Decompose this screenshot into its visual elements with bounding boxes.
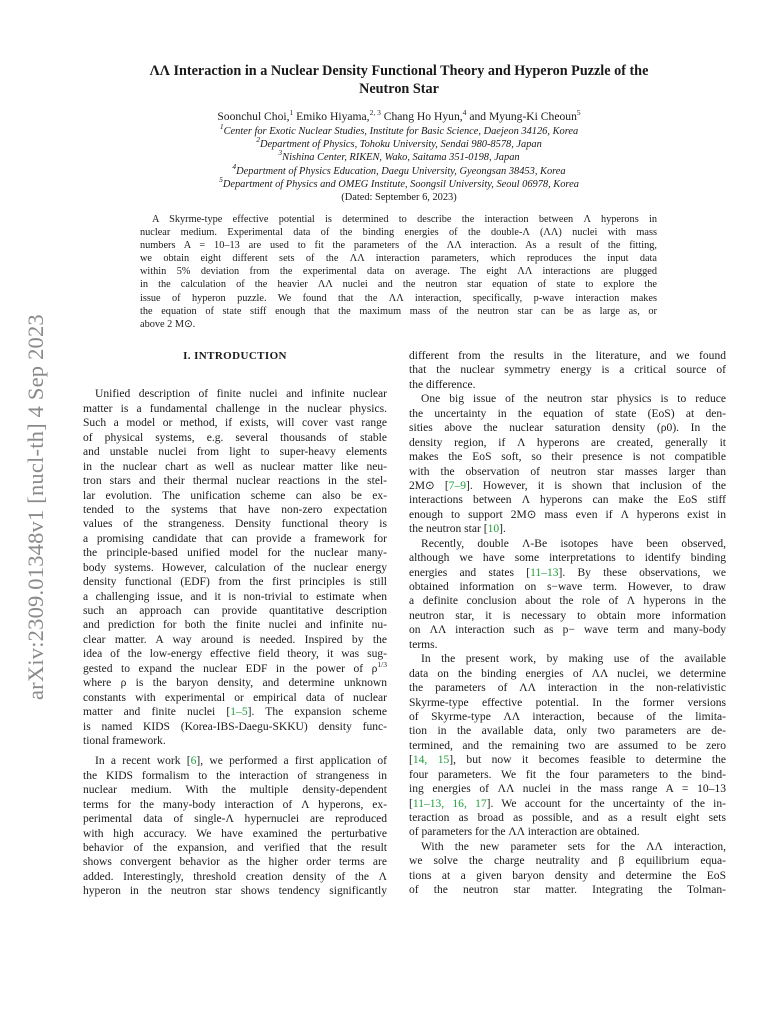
text-line: Such a model or method, if exists, will cover vast range bbox=[83, 417, 387, 430]
text-line: we obtain eight different sets of the ΛΛ interaction parameters, which reproduces the input data bbox=[140, 253, 657, 265]
text-line: that the nuclear symmetry energy is a critical source of bbox=[409, 364, 726, 377]
text-line: tions at a given baryon density and determine the EoS bbox=[409, 869, 726, 882]
text-line: of physical systems, e.g. several thousands of stable bbox=[83, 431, 387, 444]
text-line: tion in the available data, only two parameters are de- bbox=[409, 725, 726, 738]
text-line: the principle-based unified model for the nuclear many- bbox=[83, 547, 387, 560]
affiliation-list bbox=[70, 122, 728, 191]
text-line: nuclear medium. Experimental data of the binding energies of the double-Λ (ΛΛ) nuclei with mass bbox=[140, 227, 657, 239]
text-line: tended to the systems that have non-zero expectation bbox=[83, 503, 387, 516]
text-line: the KIDS formalism to the interaction of strangeness in bbox=[83, 769, 387, 782]
author: Soonchul Choi,$^1$ bbox=[217, 108, 294, 123]
text-line: issue of hyperon puzzle. We found that the ΛΛ interaction, specifically, p-wave interaction makes bbox=[140, 292, 657, 304]
affiliation: $^4$Department of Physics Education, Daegu University, Gyeongsan 38453, Korea bbox=[232, 161, 566, 177]
text-line: constants with experimental or empirical data of nuclear bbox=[83, 691, 387, 704]
affiliation: $^1$Center for Exotic Nuclear Studies, Institute for Basic Science, Daejeon 34126, Korea bbox=[219, 122, 579, 137]
paragraph bbox=[409, 652, 726, 840]
text-line: With the new parameter sets for the ΛΛ interaction, bbox=[421, 840, 726, 853]
text-line: the difference. bbox=[409, 378, 476, 391]
text-line: on ΛΛ interaction such as p− wave term and many-body bbox=[409, 624, 726, 637]
text-line: neutron star, it is necessary to obtain more information bbox=[409, 609, 726, 622]
text-line: the uncertainty in the equation of state (EoS) at den- bbox=[409, 407, 726, 420]
right-column bbox=[409, 349, 726, 898]
text-line: where ρ is the baryon density, and determine unknown bbox=[83, 677, 387, 690]
text-line: of parameters for the ΛΛ interaction are obtained. bbox=[409, 826, 640, 839]
text-line: shows convergent behavior as the higher order terms are bbox=[83, 856, 387, 869]
text-line: Recently, double Λ-Be isotopes have been observed, bbox=[421, 537, 726, 550]
text-line: a definite conclusion about the role of Λ hyperons in the bbox=[409, 595, 726, 608]
text-line: teraction as broad as possible, and as a result eight sets bbox=[409, 812, 726, 824]
text-line: and prediction for both the finite nuclei and infinite nu- bbox=[83, 619, 387, 632]
text-line: within 5% deviation from the experimental data on average. The eight ΛΛ interactions are plugged bbox=[140, 266, 657, 278]
text-line: lar evolution. The unification scheme can also be ex- bbox=[83, 489, 387, 502]
text-line: data on the binding energies of ΛΛ nuclei, we determine bbox=[409, 667, 726, 680]
text-line: density functional (EDF) from the first principles is still bbox=[83, 576, 387, 589]
text-line: interactions between Λ hyperons can make the EoS stiff bbox=[409, 494, 726, 507]
text-line: tional framework. bbox=[83, 734, 166, 747]
text-line: the equation of state stiff enough that the maximum mass of the neutron star can be as large as, or bbox=[140, 305, 657, 317]
affiliation: $^5$Department of Physics and OMEG Institute, Soongsil University, Seoul 06978, Korea bbox=[219, 174, 579, 190]
text-line: in the nuclear chart as well as nuclear matter like neu- bbox=[83, 460, 387, 473]
text-line: we solve the charge neutrality and β equilibrium equa- bbox=[409, 855, 726, 868]
title-line: Neutron Star bbox=[359, 81, 439, 97]
text-line: matter is a fundamental challenge in the nuclear physics. bbox=[83, 402, 387, 415]
paragraph bbox=[409, 349, 726, 392]
text-line: termined, and the remaining two are assumed to be zero bbox=[409, 739, 726, 752]
text-line: perimental data of single-Λ hypernuclei are reproduced bbox=[83, 813, 387, 826]
text-line: One big issue of the neutron star physics is to reduce bbox=[421, 393, 726, 406]
text-line: energies and states [11–13]. By these observations, we bbox=[409, 566, 726, 579]
text-line: a promising candidate that can provide a framework for bbox=[83, 532, 387, 545]
text-line: in the calculation of the heavier ΛΛ nuclei and the neutron star equation of state to explore the bbox=[140, 279, 657, 291]
text-line: the parameters of ΛΛ interaction in the non-relativistic bbox=[409, 682, 726, 695]
author: Chang Ho Hyun,$^4$ bbox=[383, 108, 467, 123]
text-line: a challenging issue, and it is non-trivial to estimate when bbox=[83, 590, 387, 603]
text-line: sities above the nuclear saturation density (ρ0). In the bbox=[409, 422, 726, 435]
text-line: ing energies of ΛΛ nuclei in the mass range A = 10–13 bbox=[409, 783, 726, 796]
text-line: behavior of the expansion, and verified that the result bbox=[83, 842, 387, 854]
paragraph bbox=[83, 754, 387, 898]
text-line: In the present work, by making use of the available bbox=[421, 653, 726, 666]
text-line: nuclear medium. With the multiple density-dependent bbox=[83, 784, 387, 797]
text-line: gested to expand the nuclear EDF in the power of $\rho^{1/3}$ bbox=[83, 659, 387, 675]
text-line: Unified description of finite nuclei and infinite nuclear bbox=[95, 388, 387, 401]
text-line: In a recent work [6], we performed a first application of bbox=[95, 755, 387, 768]
text-line: of Skyrme-type ΛΛ interaction, because of the limita- bbox=[409, 710, 726, 723]
text-line: Skyrme-type effective potential. In the former versions bbox=[409, 696, 726, 709]
author: and Myung-Ki Cheoun$^5$ bbox=[469, 108, 581, 123]
text-line: body systems. However, calculation of the nuclear energy bbox=[83, 561, 387, 574]
affiliation: $^2$Department of Physics, Tohoku University, Sendai 980-8578, Japan bbox=[256, 135, 542, 151]
abstract bbox=[140, 213, 657, 331]
text-line: although we have some interpretations to identify binding bbox=[409, 552, 726, 565]
text-line: and unstable nuclei from light to super-heavy elements bbox=[83, 446, 387, 459]
text-line: A Skyrme-type effective potential is determined to describe the interaction between Λ hyperons in bbox=[152, 214, 657, 225]
text-line: values of the strangeness. Density functional theory is bbox=[83, 518, 387, 531]
text-line: makes the EoS soft, so their presence is not compatible bbox=[409, 451, 726, 464]
title-line: ΛΛ Interaction in a Nuclear Density Functional Theory and Hyperon Puzzle of the bbox=[149, 63, 649, 79]
text-line: such an approach can provide quantitative description bbox=[83, 605, 387, 617]
text-line: [11–13, 16, 17]. We account for the uncertainty of the in- bbox=[409, 797, 726, 810]
text-line: added. Interestingly, threshold creation density of the Λ bbox=[83, 870, 387, 883]
dated-line: (Dated: September 6, 2023) bbox=[341, 192, 457, 203]
author: Emiko Hiyama,$^{2, 3}$ bbox=[296, 108, 381, 123]
text-line: tron stars and their thermal nuclear reactions in the stel- bbox=[83, 475, 387, 488]
text-line: [14, 15], but now it becomes feasible to determine the bbox=[409, 754, 726, 767]
text-line: the neutron star [10]. bbox=[409, 523, 506, 536]
text-line: 2M⊙ [7–9]. However, it is shown that inclusion of the bbox=[409, 479, 726, 492]
text-line: obtained information on s−wave term. However, to draw bbox=[409, 581, 726, 593]
text-line: terms. bbox=[409, 638, 438, 651]
text-line: of the neutron star matter. Integrating the Tolman- bbox=[409, 884, 726, 897]
section-heading: I. INTRODUCTION bbox=[183, 350, 287, 362]
paragraph bbox=[409, 392, 726, 536]
text-line: four parameters. We fit the four parameters to the bind- bbox=[409, 768, 726, 781]
arxiv-identifier: arXiv:2309.01348v1 [nucl-th] 4 Sep 2023 bbox=[23, 314, 48, 700]
paper-title bbox=[70, 62, 728, 98]
text-line: with the observation of neutron star masses larger than bbox=[409, 465, 726, 478]
text-line: terms for the many-body interaction of Λ hyperons, ex- bbox=[83, 798, 387, 811]
text-line: clear matter. A way around is needed. Inspired by the bbox=[83, 633, 387, 646]
text-line: with high accuracy. We have examined the perturbative bbox=[83, 827, 387, 840]
paragraph bbox=[409, 840, 726, 898]
text-line: numbers A = 10–13 are used to fit the parameters of the ΛΛ interaction. As a result of the fitting, bbox=[140, 240, 657, 252]
author-list bbox=[70, 109, 728, 124]
text-line: hyperon in the neutron star shows tendency significantly bbox=[83, 885, 387, 898]
text-line: is named KIDS (Korea-IBS-Daegu-SKKU) density func- bbox=[83, 720, 387, 733]
text-line: density region, if Λ hyperons are created, generally it bbox=[409, 436, 726, 449]
text-line: matter and finite nuclei [1–5]. The expansion scheme bbox=[83, 706, 388, 719]
text-line: different from the results in the literature, and we found bbox=[409, 350, 726, 362]
text-line: idea of the low-energy effective field theory, it was sug- bbox=[83, 648, 387, 661]
paragraph bbox=[409, 537, 726, 653]
paragraph bbox=[83, 387, 387, 748]
left-column bbox=[83, 349, 387, 899]
text-line: above 2 M⊙. bbox=[140, 318, 196, 330]
text-line: enough to support 2M⊙ mass even if Λ hyperons exist in bbox=[409, 508, 726, 521]
affiliation: $^3$Nishina Center, RIKEN, Wako, Saitama 351-0198, Japan bbox=[278, 148, 520, 164]
